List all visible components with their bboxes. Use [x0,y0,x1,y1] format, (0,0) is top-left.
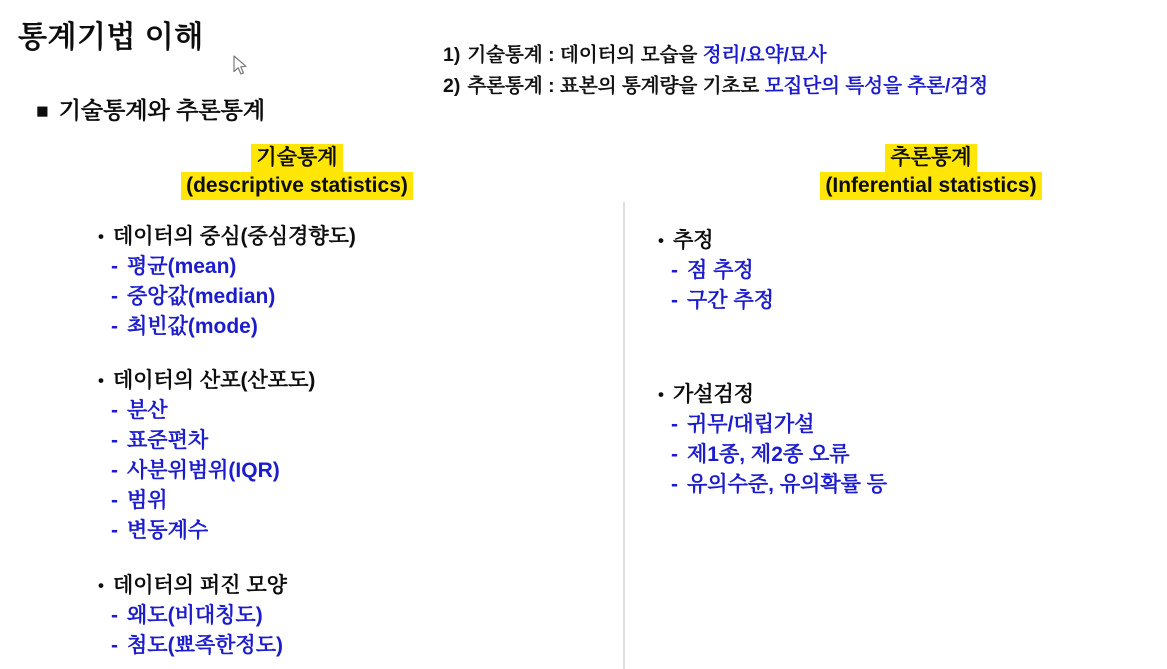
section-heading [36,92,265,125]
section-heading-label: 기술통계와 추론통계 [58,97,266,123]
inferential-header-korean: 추론통계 [885,144,976,172]
dash-icon: - [111,315,118,338]
bullet-icon: • [98,227,104,246]
section-header [658,226,774,256]
section-estimation [658,226,774,316]
section-shape [98,571,287,661]
definitions-block [443,40,988,102]
section-header [98,222,356,252]
column-header-descriptive [167,144,427,200]
section-items [98,601,287,661]
descriptive-header-korean: 기술통계 [251,144,342,172]
topic-item-label: 중앙값(median) [127,285,276,308]
topic-item-label: 유의수준, 유의확률 등 [687,473,888,496]
topic-item [111,631,287,661]
section-header [98,366,315,396]
column-header-inferential [801,144,1061,200]
dash-icon: - [671,259,678,282]
topic-item [111,396,315,426]
inferential-header-english: (Inferential statistics) [820,172,1041,200]
dash-icon: - [111,399,118,422]
topic-item-label: 분산 [127,399,168,422]
topic-item-label: 범위 [127,489,168,512]
bullet-icon: • [98,576,104,595]
dash-icon: - [111,519,118,542]
topic-item-label: 변동계수 [127,519,209,542]
topic-item-label: 표준편차 [127,429,209,452]
section-header-label: 데이터의 중심(중심경향도) [112,225,356,248]
topic-item [111,312,356,342]
topic-item [111,516,315,546]
definition-1-number: 1) [443,44,461,66]
section-header [98,571,287,601]
topic-item-label: 사분위범위(IQR) [127,459,280,482]
topic-item-label: 귀무/대립가설 [687,413,815,436]
dash-icon: - [671,289,678,312]
topic-item-label: 왜도(비대칭도) [127,604,263,627]
mouse-cursor-icon [233,55,249,77]
topic-item [671,256,774,286]
section-header-label: 추정 [672,229,714,252]
section-central-tendency [98,222,356,342]
dash-icon: - [111,285,118,308]
definition-2-text: 추론통계 : 표본의 통계량을 기초로 [467,75,765,97]
topic-item-label: 구간 추정 [687,289,774,312]
dash-icon: - [111,429,118,452]
bullet-icon: • [658,231,664,250]
topic-item-label: 평균(mean) [127,255,237,278]
topic-item-label: 첨도(뾰족한정도) [127,634,283,657]
section-items [98,252,356,342]
topic-item [671,470,887,500]
topic-item [671,286,774,316]
dash-icon: - [671,443,678,466]
section-items [658,410,887,500]
section-header-label: 데이터의 산포(산포도) [112,369,316,392]
definition-line-1 [443,40,988,71]
topic-item [671,410,887,440]
topic-item-label: 제1종, 제2종 오류 [687,443,850,466]
topic-item [111,282,356,312]
definition-line-2 [443,71,988,102]
topic-item-label: 점 추정 [687,259,754,282]
section-header-label: 가설검정 [672,383,755,406]
descriptive-header-english: (descriptive statistics) [181,172,413,200]
dash-icon: - [111,255,118,278]
page-title: 통계기법 이해 [18,21,204,54]
bullet-icon: • [98,371,104,390]
section-hypothesis-testing [658,380,887,500]
definition-2-number: 2) [443,75,461,97]
topic-item [111,252,356,282]
definition-1-text: 기술통계 : 데이터의 모습을 [467,44,703,66]
dash-icon: - [111,634,118,657]
definition-1-emphasis: 정리/요약/묘사 [702,44,827,66]
dash-icon: - [111,489,118,512]
column-divider [623,202,625,669]
topic-item [111,456,315,486]
dash-icon: - [111,604,118,627]
topic-item [111,426,315,456]
section-items [658,256,774,316]
dash-icon: - [671,413,678,436]
topic-item [111,601,287,631]
square-bullet-icon: ■ [36,100,49,123]
section-header-label: 데이터의 퍼진 모양 [112,574,287,597]
topic-item [111,486,315,516]
section-dispersion [98,366,315,546]
bullet-icon: • [658,385,664,404]
dash-icon: - [111,459,118,482]
section-header [658,380,887,410]
dash-icon: - [671,473,678,496]
definition-2-emphasis: 모집단의 특성을 추론/검정 [764,75,989,97]
topic-item-label: 최빈값(mode) [127,315,258,338]
section-items [98,396,315,546]
topic-item [671,440,887,470]
